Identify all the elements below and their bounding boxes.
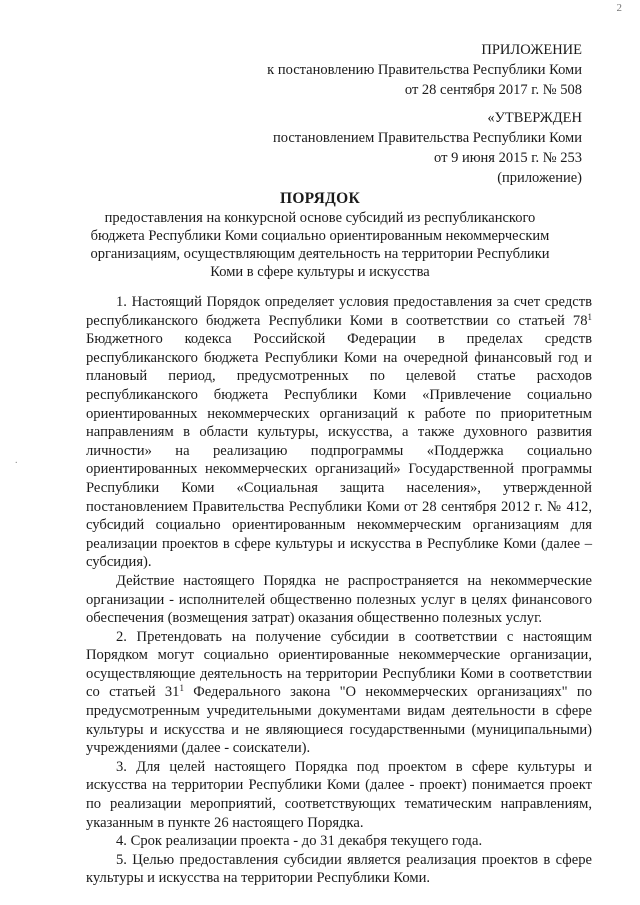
annex-block (267, 40, 582, 188)
document-title: ПОРЯДОК (279, 190, 361, 207)
scan-mark: . (15, 455, 18, 466)
approved-label: «УТВЕРЖДЕН (487, 110, 582, 126)
approved-date: от 9 июня 2015 г. № 253 (434, 150, 582, 166)
annex-resolution-date: от 28 сентября 2017 г. № 508 (404, 82, 582, 98)
annex-to-resolution: к постановлению Правительства Республики Коми (267, 62, 582, 78)
paragraph-2-text-a: 2. Претендовать на получение субсидии в соответствии с настоящим Порядком могут социально ориентированные некоммерческие организации, осуществляющие деятельность на территории Республики Коми в соответствии со статьей 31 (86, 628, 592, 701)
paragraph-1-note: Действие настоящего Порядка не распространяется на некоммерческие организации - исполнителей общественно полезных услуг в целях финансового обеспечения (возмещения затрат) оказания общественно полезных услуг. (86, 572, 592, 627)
document-body (86, 293, 592, 888)
paragraph-3: 3. Для целей настоящего Порядка под проектом в сфере культуры и искусства на территории Республики Коми (далее - проект) понимается проект по реализации мероприятий, соответствующих тематическим направлениям, указанным в пункте 26 настоящего Порядка. (86, 758, 592, 831)
appendix-note: (приложение) (497, 170, 582, 186)
paragraph-4: 4. Срок реализации проекта - до 31 декабря текущего года. (116, 833, 483, 850)
annex-heading: ПРИЛОЖЕНИЕ (481, 42, 582, 58)
paragraph-2-text-b: Федерального закона "О некоммерческих организациях" по предусмотренным учредительными документами видам деятельности в сфере культуры и искусства и не являющиеся государственными (муниципальными) учреждениями (далее - соискатели). (86, 684, 593, 757)
page-number: 2 (616, 2, 622, 14)
paragraph-1-text-a: 1. Настоящий Порядок определяет условия предоставления за счет средств республиканского бюджета Республики Коми в соответствии со статьей 78 (86, 294, 592, 329)
paragraph-1 (86, 293, 592, 572)
paragraph-2-superscript: 1 (179, 683, 184, 694)
approved-by: постановлением Правительства Республики Коми (273, 130, 582, 146)
paragraph-1-superscript: 1 (587, 311, 592, 322)
paragraph-2 (86, 628, 592, 758)
document-subtitle: предоставления на конкурсной основе субсидий из республиканского бюджета Республики Коми социально ориентированным некоммерческим организациям, осуществляющим деятельность на территории Республики Коми в сфере культуры и искусства (90, 210, 550, 280)
paragraph-5: 5. Целью предоставления субсидии является реализация проектов в сфере культуры и искусства на территории Республики Коми. (86, 851, 592, 887)
paragraph-1-text-b: Бюджетного кодекса Российской Федерации в пределах средств республиканского бюджета Республики Коми на очередной финансовый год и плановый период, предусмотренных по целевой статье расходов республиканского бюджета Республики Коми «Привлечение социально ориентированных некоммерческих организаций к работе по приоритетным направлениям в области культуры, искусства, а также духовного развития личности» на реализацию подпрограммы «Поддержка социально ориентированных некоммерческих организаций» Государственной программы Республики Коми «Социальная защита населения», утвержденной постановлением Правительства Республики Коми от 28 сентября 2012 г. № 412, субсидий социально ориентированным некоммерческим организациям для реализации проектов в сфере культуры и искусства в Республике Коми (далее – субсидия). (86, 331, 592, 571)
